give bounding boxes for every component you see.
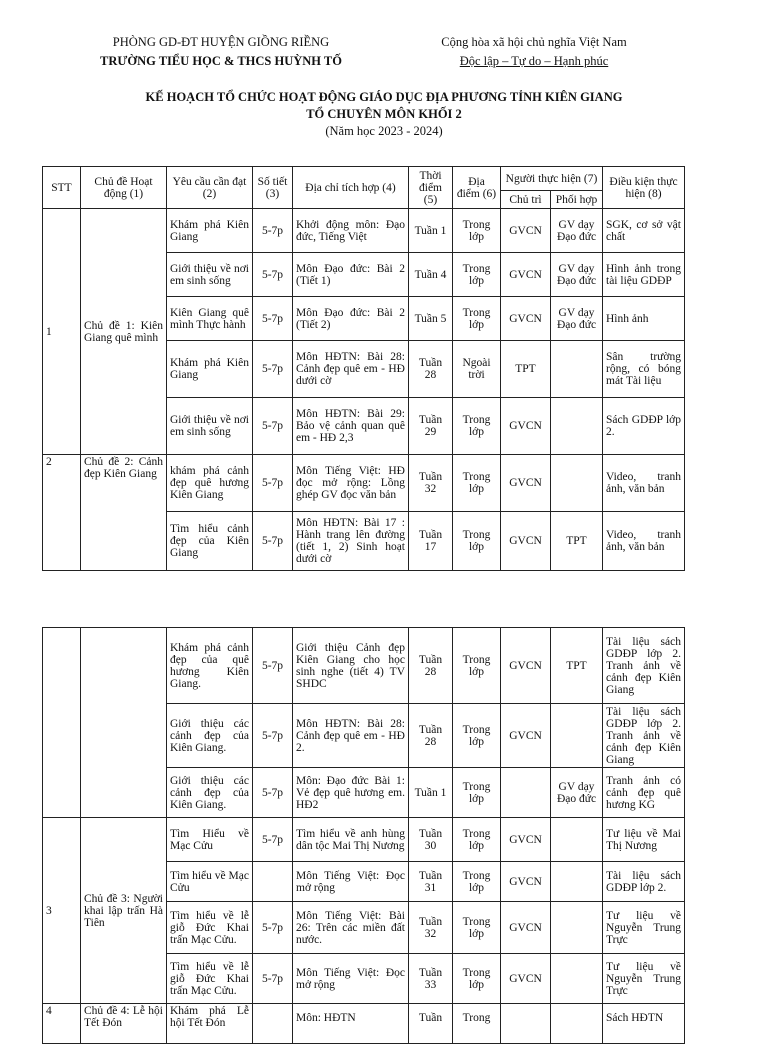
- row-support: GV dạy Đạo đức: [551, 253, 603, 297]
- row-time: Tuần 29: [409, 398, 453, 455]
- row-time: Tuần: [409, 1004, 453, 1044]
- header-support: Phối hợp: [551, 191, 603, 209]
- row-location: Trong lớp: [453, 398, 501, 455]
- row-conditions: Video, tranh ảnh, văn bản: [603, 455, 685, 512]
- table-row: [43, 455, 685, 512]
- document-title: [0, 89, 768, 140]
- row-location: Trong lớp: [453, 512, 501, 571]
- row-integration: Môn HĐTN: Bài 28: Cảnh đẹp quê em - HĐ 2.: [293, 704, 409, 768]
- row-stt: 3: [43, 818, 81, 1004]
- row-conditions: Sách GDĐP lớp 2.: [603, 398, 685, 455]
- row-lead: GVCN: [501, 297, 551, 341]
- row-conditions: Video, tranh ảnh, văn bản: [603, 512, 685, 571]
- row-support: GV dạy Đạo đức: [551, 768, 603, 818]
- row-location: Trong lớp: [453, 954, 501, 1004]
- row-requirement: Tìm hiểu cảnh đẹp của Kiên Giang: [167, 512, 253, 571]
- row-lead: GVCN: [501, 862, 551, 902]
- row-time: Tuần 1: [409, 768, 453, 818]
- row-support: TPT: [551, 512, 603, 571]
- row-requirement: Khám phá Kiên Giang: [167, 209, 253, 253]
- row-location: Trong: [453, 1004, 501, 1044]
- row-requirement: Tìm hiểu về Mạc Cửu: [167, 862, 253, 902]
- row-location: Trong lớp: [453, 297, 501, 341]
- row-stt: 1: [43, 209, 81, 455]
- country-name: Cộng hòa xã hội chủ nghĩa Việt Nam: [441, 35, 627, 49]
- row-requirement: Giới thiệu về nơi em sinh sống: [167, 253, 253, 297]
- row-topic: [81, 628, 167, 818]
- header-location: Địa điểm (6): [453, 167, 501, 209]
- row-time: Tuần 5: [409, 297, 453, 341]
- row-location: Trong lớp: [453, 253, 501, 297]
- row-periods: 5-7p: [253, 297, 293, 341]
- row-lead: GVCN: [501, 628, 551, 704]
- header-time: Thời điểm (5): [409, 167, 453, 209]
- department-name: PHÒNG GD-ĐT HUYỆN GIỒNG RIỀNG: [112, 35, 330, 49]
- row-integration: Tìm hiểu về anh hùng dân tộc Mai Thị Nương: [293, 818, 409, 862]
- row-conditions: Tài liệu sách GDĐP lớp 2. Tranh ảnh về cảnh đẹp Kiên Giang: [603, 628, 685, 704]
- row-requirement: Tìm Hiểu về Mạc Cửu: [167, 818, 253, 862]
- row-requirement: Giới thiệu các cảnh đẹp của Kiên Giang.: [167, 704, 253, 768]
- row-time: Tuần 28: [409, 704, 453, 768]
- row-conditions: Tài liệu sách GDĐP lớp 2. Tranh ảnh về cảnh đẹp Kiên Giang: [603, 704, 685, 768]
- row-requirement: Kiên Giang quê mình Thực hành: [167, 297, 253, 341]
- row-time: Tuần 33: [409, 954, 453, 1004]
- plan-table-page-1: [42, 166, 685, 571]
- header-integration: Địa chỉ tích hợp (4): [293, 167, 409, 209]
- row-lead: GVCN: [501, 902, 551, 954]
- header-conditions: Điều kiện thực hiện (8): [603, 167, 685, 209]
- header-topic: Chủ đề Hoạt động (1): [81, 167, 167, 209]
- row-requirement: Tìm hiểu về lễ giỗ Đức Khai trấn Mạc Cửu.: [167, 902, 253, 954]
- row-periods: 5-7p: [253, 209, 293, 253]
- row-support: GV dạy Đạo đức: [551, 297, 603, 341]
- row-time: Tuần 28: [409, 341, 453, 398]
- row-integration: Môn HĐTN: Bài 28: Cảnh đẹp quê em - HĐ dưới cờ: [293, 341, 409, 398]
- row-conditions: SGK, cơ sở vật chất: [603, 209, 685, 253]
- row-conditions: Tranh ảnh có cảnh đẹp quê hương KG: [603, 768, 685, 818]
- plan-table-page-2: [42, 627, 685, 1044]
- row-periods: 5-7p: [253, 704, 293, 768]
- header-stt: STT: [43, 167, 81, 209]
- row-support: [551, 818, 603, 862]
- row-requirement: khám phá cảnh đẹp quê hương Kiên Giang: [167, 455, 253, 512]
- row-lead: GVCN: [501, 704, 551, 768]
- row-time: Tuần 30: [409, 818, 453, 862]
- row-integration: Môn Đạo đức: Bài 2 (Tiết 2): [293, 297, 409, 341]
- row-location: Trong lớp: [453, 818, 501, 862]
- row-time: Tuần 32: [409, 902, 453, 954]
- row-lead: GVCN: [501, 398, 551, 455]
- row-support: [551, 862, 603, 902]
- row-location: Trong lớp: [453, 902, 501, 954]
- row-integration: Môn: HĐTN: [293, 1004, 409, 1044]
- row-stt: 4: [43, 1004, 81, 1044]
- row-conditions: Tư liệu về Nguyễn Trung Trực: [603, 902, 685, 954]
- school-header: [96, 33, 346, 71]
- row-integration: Môn Tiếng Việt: Đọc mở rộng: [293, 954, 409, 1004]
- row-lead: GVCN: [501, 455, 551, 512]
- row-time: Tuần 17: [409, 512, 453, 571]
- row-lead: [501, 768, 551, 818]
- row-conditions: Tư liệu về Nguyễn Trung Trực: [603, 954, 685, 1004]
- row-lead: GVCN: [501, 954, 551, 1004]
- row-periods: 5-7p: [253, 341, 293, 398]
- row-location: Trong lớp: [453, 768, 501, 818]
- row-integration: Khởi động môn: Đạo đức, Tiếng Việt: [293, 209, 409, 253]
- table-row: [43, 209, 685, 253]
- row-support: [551, 341, 603, 398]
- row-periods: 5-7p: [253, 902, 293, 954]
- row-location: Trong lớp: [453, 704, 501, 768]
- row-topic: Chủ đề 1: Kiên Giang quê mình: [81, 209, 167, 455]
- row-integration: Môn Tiếng Việt: Bài 26: Trên các miền đất nước.: [293, 902, 409, 954]
- group-title: TỔ CHUYÊN MÔN KHỐI 2: [306, 107, 462, 121]
- row-conditions: Tài liệu sách GDĐP lớp 2.: [603, 862, 685, 902]
- row-periods: 5-7p: [253, 455, 293, 512]
- table-row: [43, 628, 685, 704]
- row-topic: Chủ đề 3: Người khai lập trấn Hà Tiên: [81, 818, 167, 1004]
- row-integration: Môn Đạo đức: Bài 2 (Tiết 1): [293, 253, 409, 297]
- row-periods: 5-7p: [253, 768, 293, 818]
- row-support: TPT: [551, 628, 603, 704]
- row-periods: 5-7p: [253, 398, 293, 455]
- row-integration: Môn Tiếng Việt: Đọc mở rộng: [293, 862, 409, 902]
- row-support: [551, 954, 603, 1004]
- row-time: Tuần 1: [409, 209, 453, 253]
- row-requirement: Giới thiệu về nơi em sinh sống: [167, 398, 253, 455]
- row-requirement: Tìm hiểu về lễ giỗ Đức Khai trấn Mạc Cửu.: [167, 954, 253, 1004]
- row-integration: Môn: Đạo đức Bài 1: Vẻ đẹp quê hương em. HĐ2: [293, 768, 409, 818]
- row-lead: GVCN: [501, 512, 551, 571]
- row-requirement: Giới thiệu các cảnh đẹp của Kiên Giang.: [167, 768, 253, 818]
- row-support: [551, 398, 603, 455]
- row-support: [551, 704, 603, 768]
- row-periods: 5-7p: [253, 818, 293, 862]
- row-stt: [43, 628, 81, 818]
- row-location: Trong lớp: [453, 209, 501, 253]
- row-periods: 5-7p: [253, 512, 293, 571]
- row-conditions: Sân trường rộng, có bóng mát Tài liệu: [603, 341, 685, 398]
- row-periods: [253, 862, 293, 902]
- row-support: GV dạy Đạo đức: [551, 209, 603, 253]
- row-time: Tuần 31: [409, 862, 453, 902]
- row-support: [551, 902, 603, 954]
- row-support: [551, 455, 603, 512]
- row-integration: Môn Tiếng Việt: HĐ đọc mở rộng: Lồng ghép GV đọc văn bản: [293, 455, 409, 512]
- row-conditions: Hình ảnh trong tài liệu GDĐP: [603, 253, 685, 297]
- row-lead: TPT: [501, 341, 551, 398]
- row-lead: GVCN: [501, 209, 551, 253]
- school-name: TRƯỜNG TIỂU HỌC & THCS HUỲNH TỐ: [100, 54, 342, 68]
- header-lead: Chủ trì: [501, 191, 551, 209]
- row-integration: Môn HĐTN: Bài 29: Bảo vệ cảnh quan quê em - HĐ 2,3: [293, 398, 409, 455]
- row-location: Trong lớp: [453, 628, 501, 704]
- row-conditions: Sách HĐTN: [603, 1004, 685, 1044]
- national-motto: [418, 33, 650, 71]
- plan-title: KẾ HOẠCH TỔ CHỨC HOẠT ĐỘNG GIÁO DỤC ĐỊA PHƯƠNG TỈNH KIÊN GIANG: [145, 90, 623, 104]
- row-location: Trong lớp: [453, 862, 501, 902]
- row-topic: Chủ đề 2: Cảnh đẹp Kiên Giang: [81, 455, 167, 571]
- row-time: Tuần 4: [409, 253, 453, 297]
- row-requirement: Khám phá cảnh đẹp của quê hương Kiên Giang.: [167, 628, 253, 704]
- row-integration: Giới thiệu Cảnh đẹp Kiên Giang cho học sinh nghe (tiết 4) TV SHDC: [293, 628, 409, 704]
- row-requirement: Khám phá Lễ hội Tết Đón: [167, 1004, 253, 1044]
- row-location: Trong lớp: [453, 455, 501, 512]
- row-topic: Chủ đề 4: Lễ hội Tết Đón: [81, 1004, 167, 1044]
- school-year: (Năm học 2023 - 2024): [325, 124, 443, 138]
- motto: Độc lập – Tự do – Hạnh phúc: [459, 54, 609, 68]
- row-integration: Môn HĐTN: Bài 17 : Hành trang lên đường (tiết 1, 2) Sinh hoạt dưới cờ: [293, 512, 409, 571]
- header-requirement: Yêu cầu cần đạt (2): [167, 167, 253, 209]
- table-row: [43, 818, 685, 862]
- row-periods: 5-7p: [253, 253, 293, 297]
- row-requirement: Khám phá Kiên Giang: [167, 341, 253, 398]
- row-time: Tuần 32: [409, 455, 453, 512]
- header-periods: Số tiết (3): [253, 167, 293, 209]
- header-performers: Người thực hiện (7): [501, 167, 603, 191]
- row-conditions: Tư liệu về Mai Thị Nương: [603, 818, 685, 862]
- row-stt: 2: [43, 455, 81, 571]
- row-periods: 5-7p: [253, 954, 293, 1004]
- row-location: Ngoài trời: [453, 341, 501, 398]
- row-periods: 5-7p: [253, 628, 293, 704]
- row-lead: GVCN: [501, 818, 551, 862]
- row-lead: GVCN: [501, 253, 551, 297]
- row-time: Tuần 28: [409, 628, 453, 704]
- row-conditions: Hình ảnh: [603, 297, 685, 341]
